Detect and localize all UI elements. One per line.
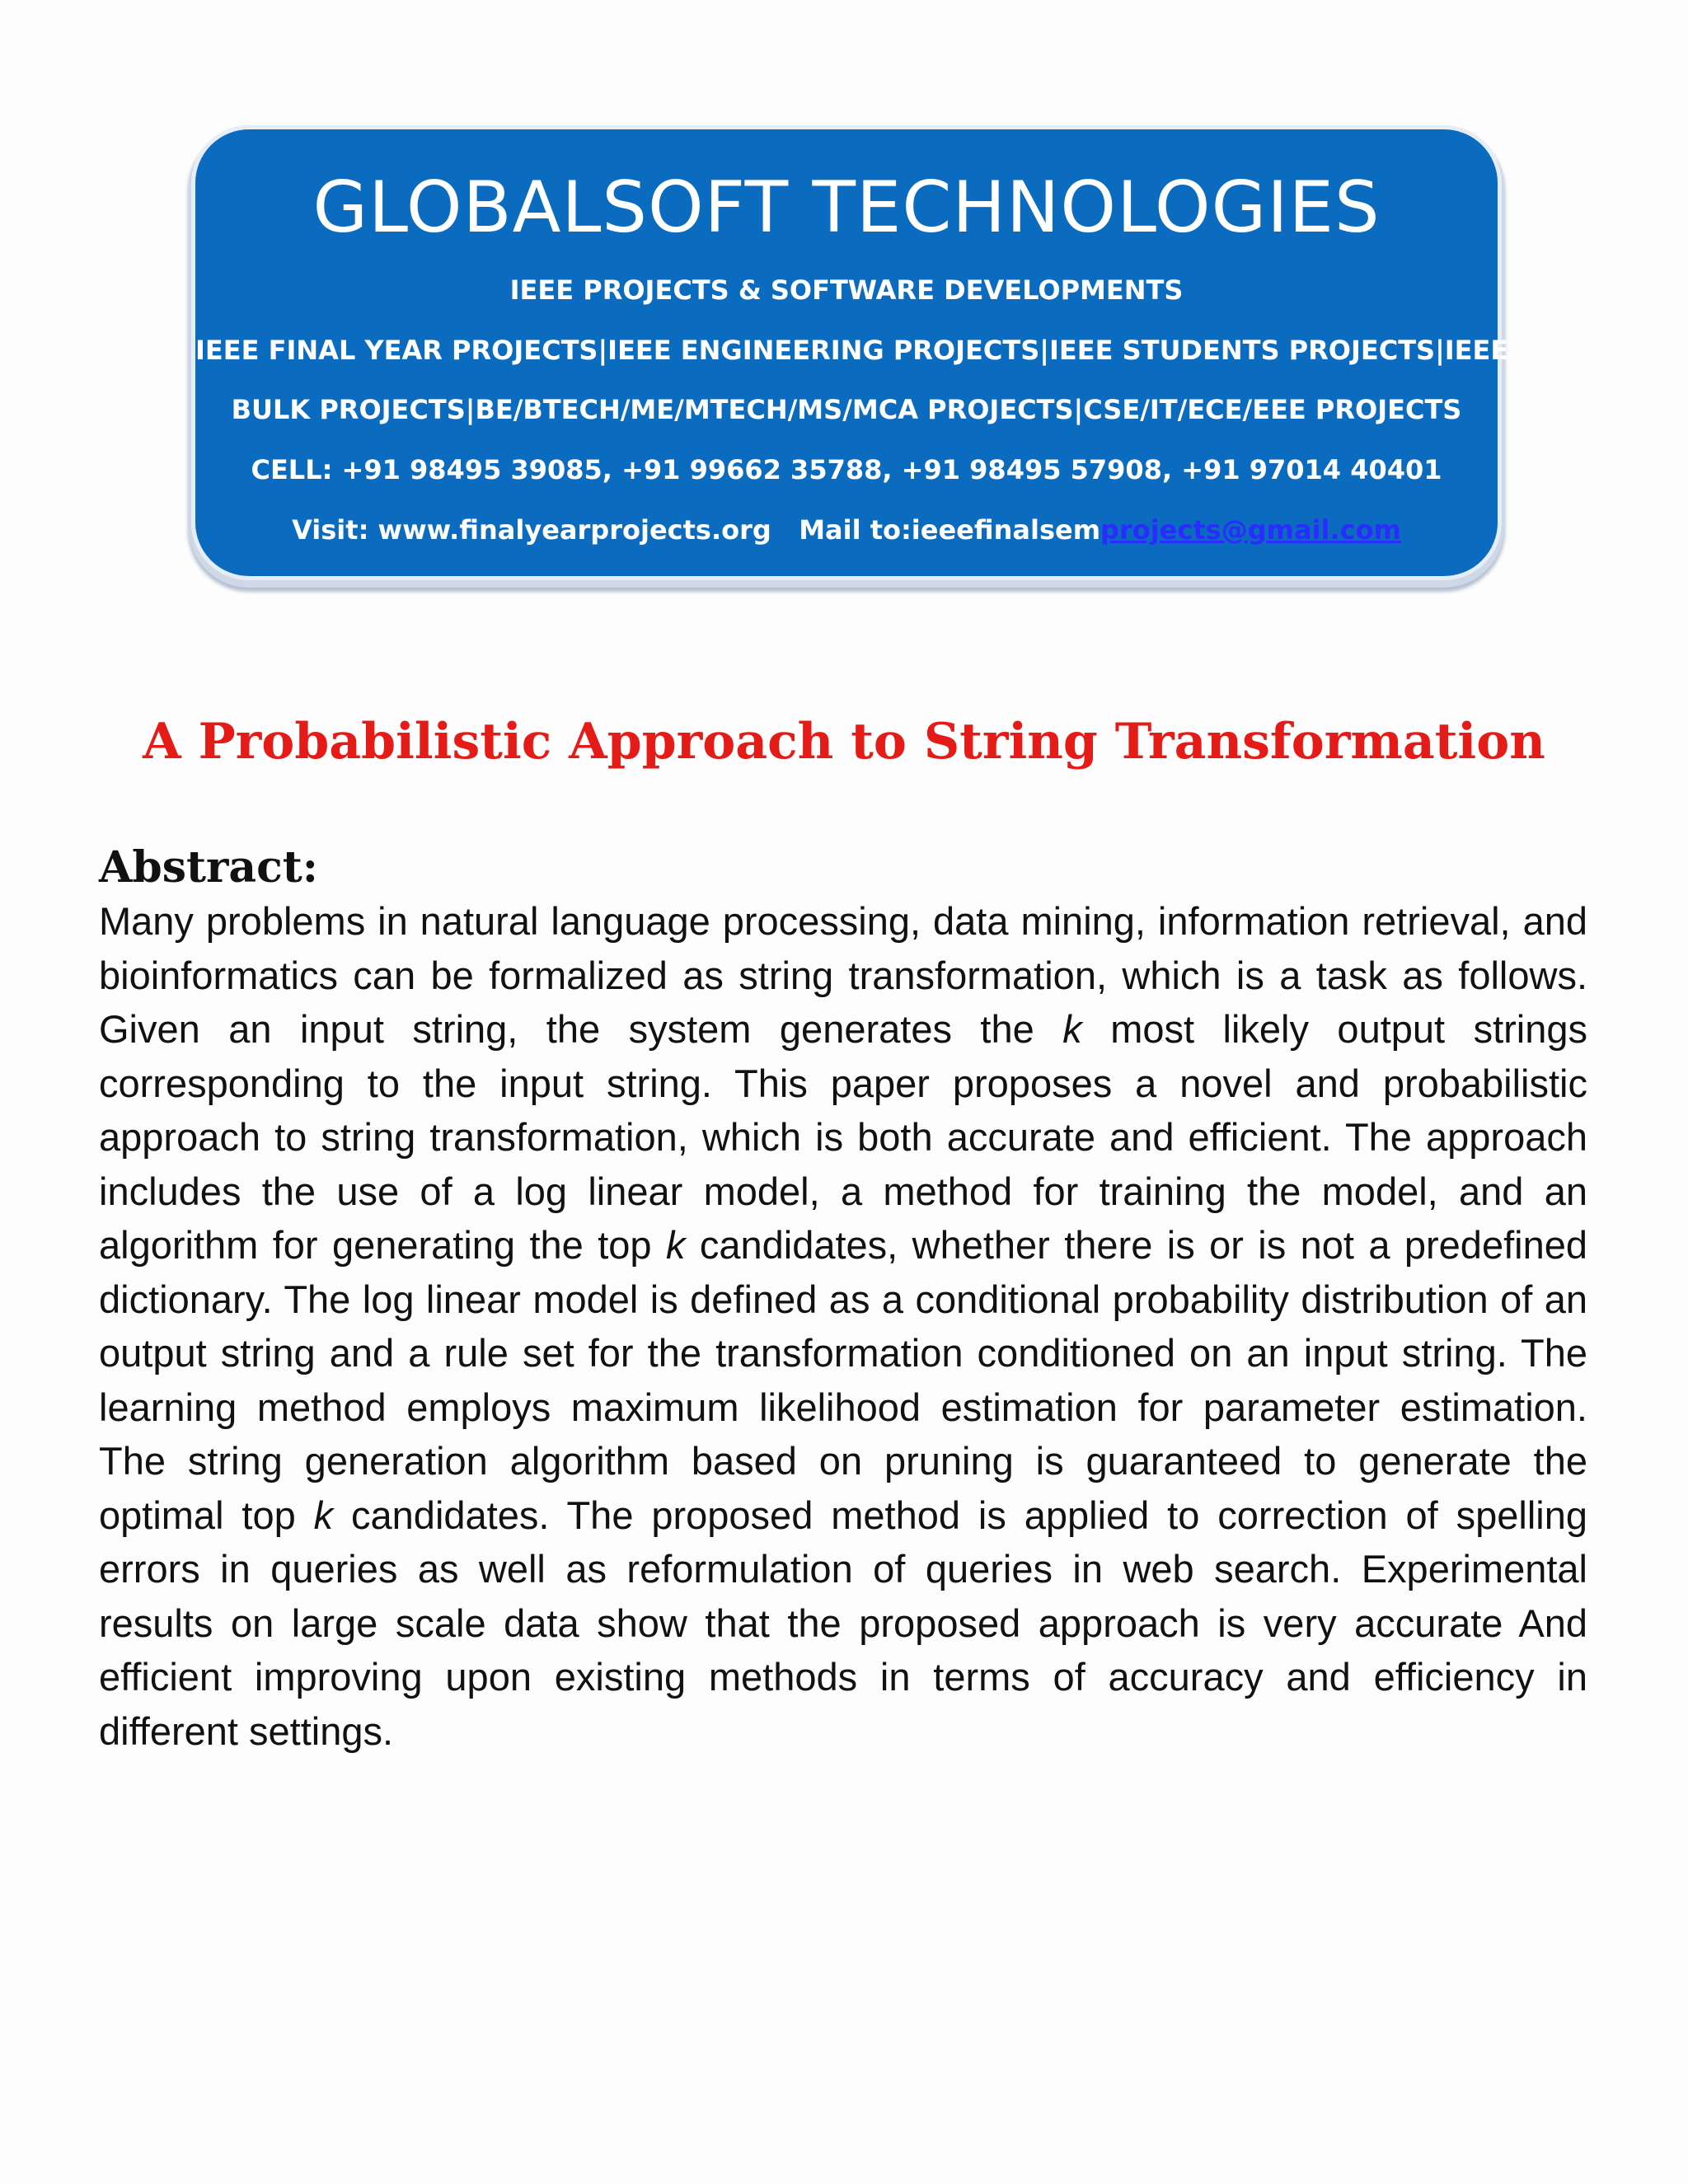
k-variable: k xyxy=(1062,1007,1082,1051)
abstract-part-2: most likely output strings corresponding to the input string. This paper proposes a novel and probabilistic approach to string transformation, which is both accurate and efficient. The approach includes the use of a log linear model, a method for training the model, and an algorithm for generating the top xyxy=(99,1007,1587,1267)
mail-prefix: Mail to:ieeefinalsem xyxy=(799,514,1101,546)
header-contact-line xyxy=(195,513,1498,546)
abstract-part-1: Many problems in natural language processing, data mining, information retrieval, and bioinformatics can be formalized as string transformation, which is a task as follows. Given an input string, the system generates the xyxy=(99,899,1587,1051)
header-projects-line-2: BULK PROJECTS|BE/BTECH/ME/MTECH/MS/MCA PROJECTS|CSE/IT/ECE/EEE PROJECTS xyxy=(231,394,1462,425)
abstract-part-3: candidates, whether there is or is not a predefined dictionary. The log linear model is defined as a conditional probability distribution of an output string and a rule set for the transformation conditioned on an input string. The learning method employs maximum likelihood estimation for parameter estimation. The string generation algorithm based on pruning is guaranteed to generate the optimal top xyxy=(99,1223,1587,1537)
company-name: GLOBALSOFT TECHNOLOGIES xyxy=(312,166,1381,249)
email-link[interactable]: projects@gmail.com xyxy=(1100,514,1401,546)
abstract-text xyxy=(99,894,1587,1758)
abstract-heading: Abstract: xyxy=(99,842,318,893)
header-phone-numbers: CELL: +91 98495 39085, +91 99662 35788, +91 98495 57908, +91 97014 40401 xyxy=(251,454,1442,485)
abstract-part-4: candidates. The proposed method is applied to correction of spelling errors in queries as well as reformulation of queries in web search. Experimental results on large scale data show that the proposed approach is very accurate And efficient improving upon existing methods in terms of accuracy and efficiency in different settings. xyxy=(99,1493,1587,1753)
header-projects-line-1: IEEE FINAL YEAR PROJECTS|IEEE ENGINEERING PROJECTS|IEEE STUDENTS PROJECTS|IEEE xyxy=(195,335,1509,366)
website-text: Visit: www.finalyearprojects.org xyxy=(292,514,771,546)
k-variable: k xyxy=(313,1493,334,1537)
header-tagline: IEEE PROJECTS & SOFTWARE DEVELOPMENTS xyxy=(509,274,1184,306)
k-variable: k xyxy=(665,1223,686,1267)
header-banner xyxy=(191,125,1509,580)
paper-title: A Probabilistic Approach to String Transformation xyxy=(143,713,1545,771)
